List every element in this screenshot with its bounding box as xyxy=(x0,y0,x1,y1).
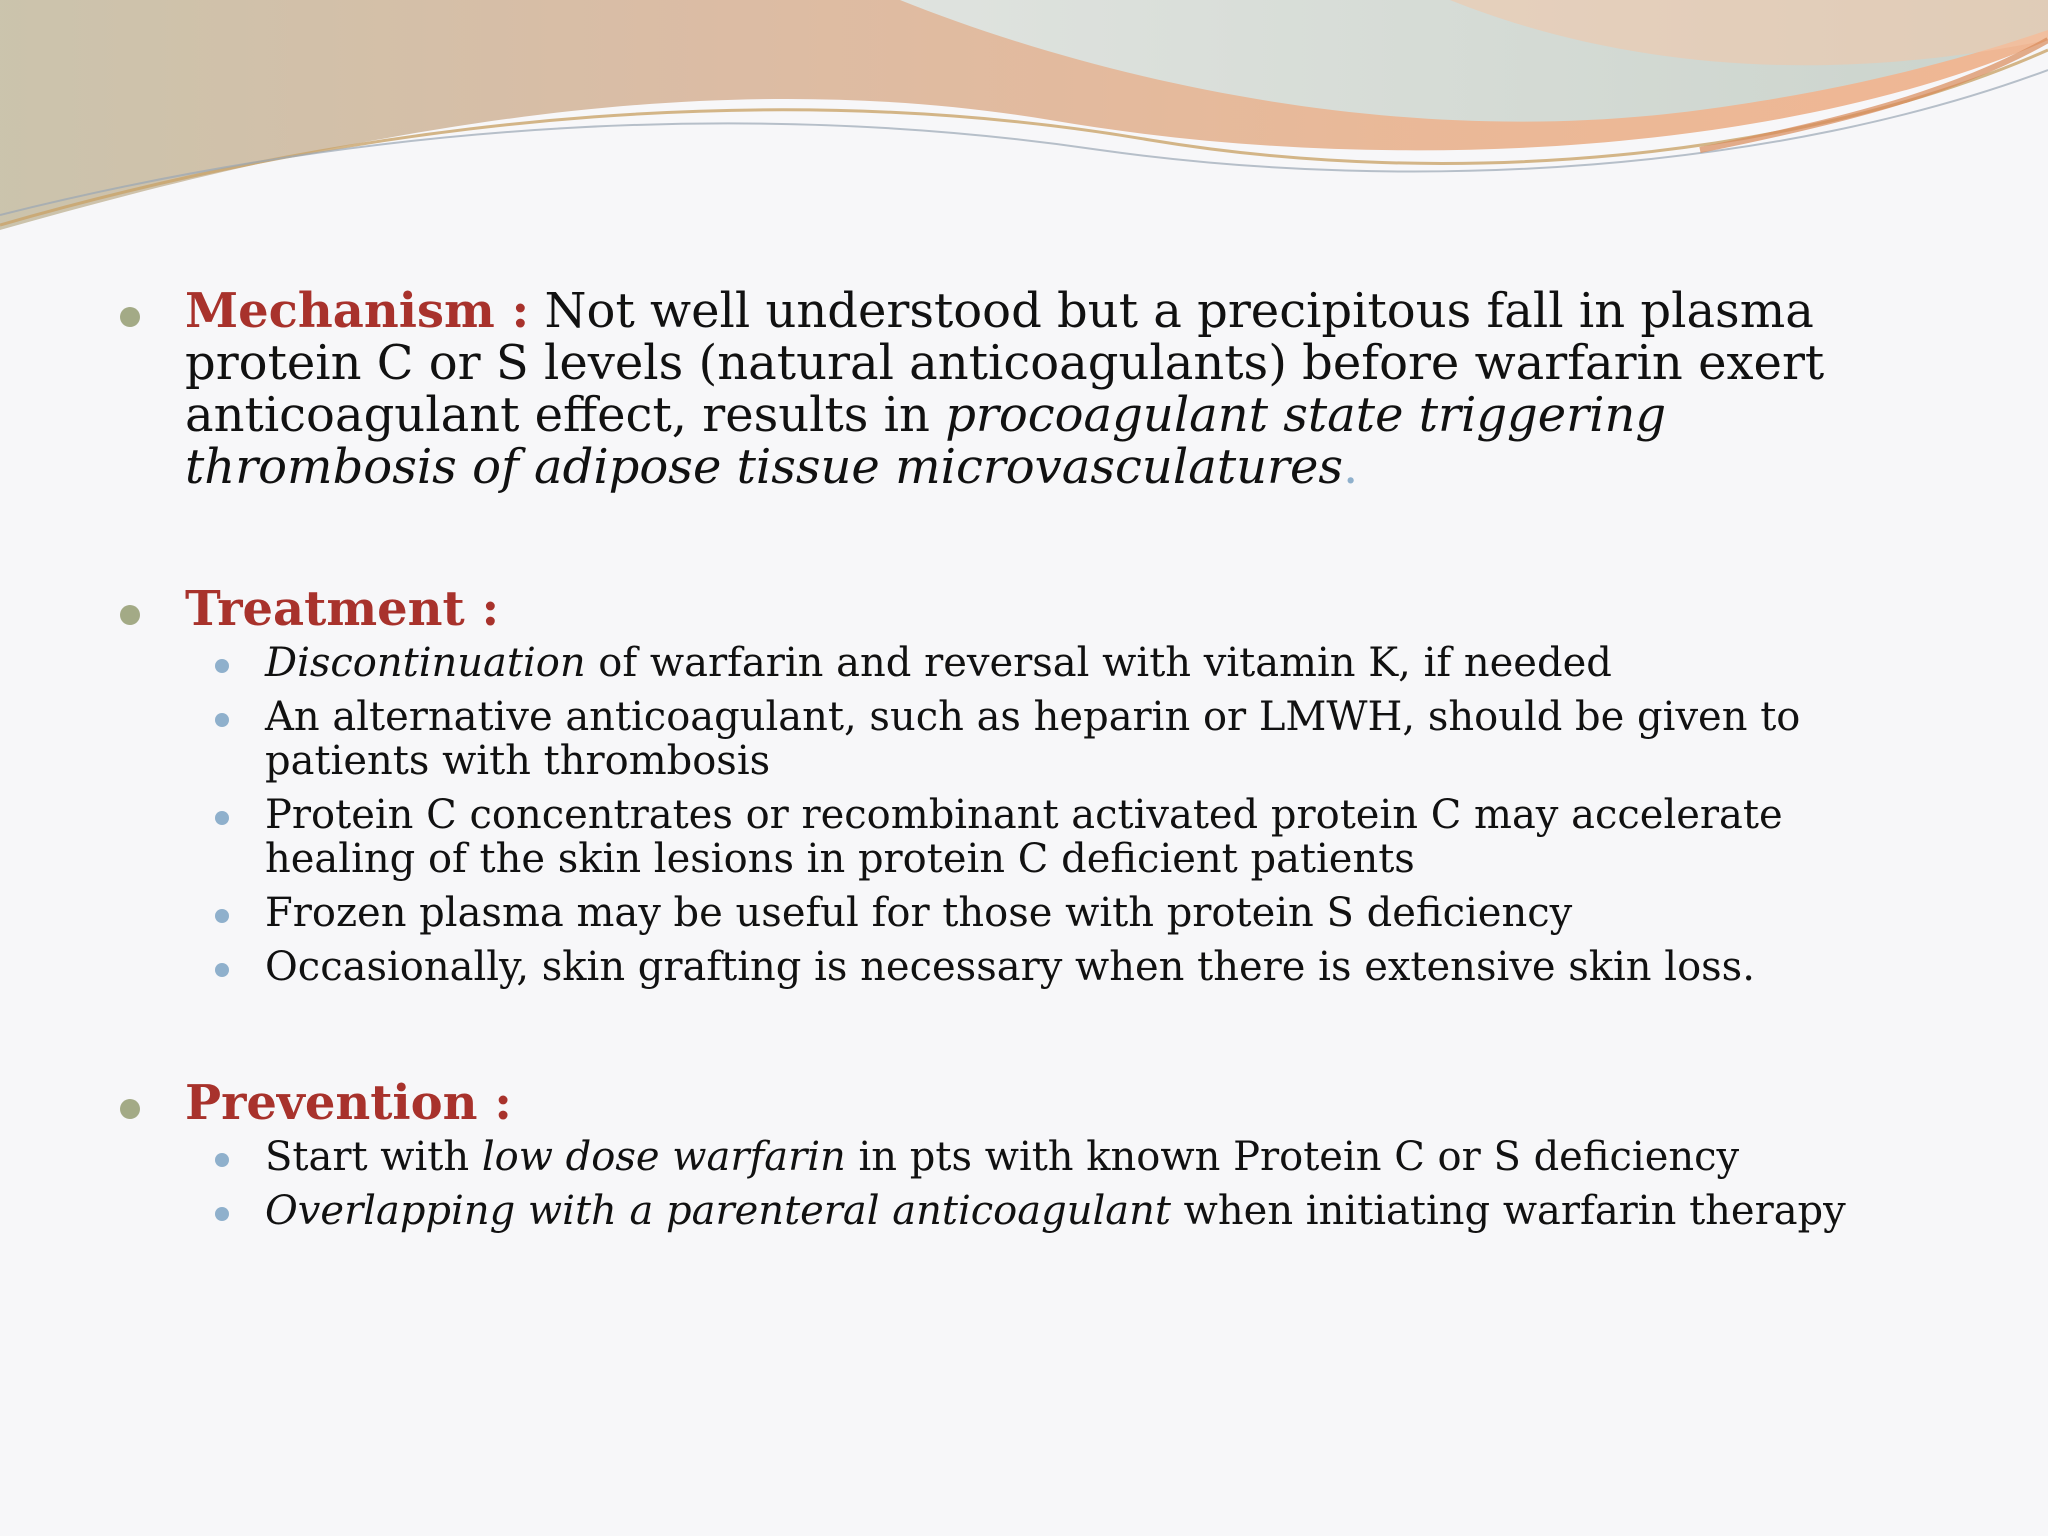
list-item-text: when initiating warfarin therapy xyxy=(1170,1188,1846,1234)
list-item-text: of warfarin and reversal with vitamin K, if needed xyxy=(585,640,1612,686)
list-item-text: Occasionally, skin grafting is necessary when there is extensive skin loss. xyxy=(265,944,1755,990)
list-item xyxy=(265,891,1920,935)
level2-bullet-icon xyxy=(215,659,229,673)
list-item-text: An alternative anticoagulant, such as heparin or LMWH, should be given to patients with thrombosis xyxy=(265,694,1801,784)
level1-bullet-icon xyxy=(120,605,140,625)
header-wave-decoration xyxy=(0,0,2048,240)
treatment-heading: Treatment : xyxy=(185,581,500,637)
list-item xyxy=(265,1135,1920,1179)
mechanism-paragraph xyxy=(185,285,1920,493)
section-mechanism xyxy=(120,285,1920,493)
slide-content xyxy=(120,285,1920,1243)
list-item xyxy=(265,641,1920,685)
section-treatment xyxy=(120,583,1920,989)
level2-bullet-icon xyxy=(215,713,229,727)
list-item-text: Frozen plasma may be useful for those with protein S deficiency xyxy=(265,890,1573,936)
list-item xyxy=(265,695,1920,783)
treatment-list xyxy=(120,641,1920,989)
section-prevention xyxy=(120,1077,1920,1233)
list-item-text: in pts with known Protein C or S deficiency xyxy=(845,1134,1740,1180)
level1-bullet-icon xyxy=(120,307,140,327)
level2-bullet-icon xyxy=(215,909,229,923)
level2-bullet-icon xyxy=(215,1207,229,1221)
mechanism-italic-text: procoagulant state triggering thrombosis of adipose tissue microvasculatures xyxy=(185,387,1667,495)
treatment-heading-line xyxy=(185,583,1920,635)
list-item-italic: Overlapping with a parenteral anticoagulant xyxy=(265,1188,1171,1234)
list-item-text: Protein C concentrates or recombinant activated protein C may accelerate healing of the skin lesions in protein C deficient patients xyxy=(265,792,1783,882)
prevention-heading-line xyxy=(185,1077,1920,1129)
list-item-italic: low dose warfarin xyxy=(481,1134,846,1180)
mechanism-lead-text: Not well understood but a precipitous fall in plasma protein C or S levels (natural anticoagulants) before warfarin exert anticoagulant effect, results in xyxy=(185,283,1825,443)
mechanism-trailing-dot: . xyxy=(1343,439,1359,495)
list-item xyxy=(265,1189,1920,1233)
list-item-italic: Discontinuation xyxy=(265,640,586,686)
mechanism-heading: Mechanism : xyxy=(185,283,530,339)
list-item xyxy=(265,945,1920,989)
prevention-heading: Prevention : xyxy=(185,1075,512,1131)
list-item-prefix: Start with xyxy=(265,1134,482,1180)
level2-bullet-icon xyxy=(215,1153,229,1167)
level1-bullet-icon xyxy=(120,1099,140,1119)
prevention-list xyxy=(120,1135,1920,1233)
level2-bullet-icon xyxy=(215,963,229,977)
list-item xyxy=(265,793,1920,881)
level2-bullet-icon xyxy=(215,811,229,825)
